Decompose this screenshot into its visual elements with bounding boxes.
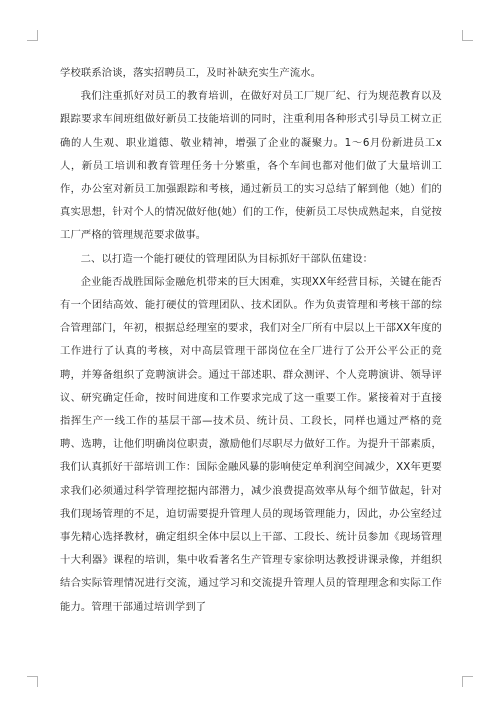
paragraph: 企业能否战胜国际金融危机带来的巨大困难，实现XX年经营目标，关键在能否有一个团结高效、能打硬仗的管理团队、技术团队。作为负责管理和考核干部的综合管理部门，年初，根据总经理室的要求，我们对全厂所有中层以上干部XX年度的工作进行了认真的考核，对中高层管理干部岗位在全厂进行了公开公平公正的竞聘，并筹备组织了竞聘演讲会。通过干部述职、群众测评、个人竞聘演讲、领导评议、研究确定任命，按时间进度和工作要求完成了这一重要工作。紧接着对于直接指挥生产一线工作的基层干部—技术员、统计员、工段长，同样也通过严格的竞聘、选聘，让他们明确岗位职责，激励他们尽职尽力做好工作。为提升干部素质，我们认真抓好干部培训工作：国际金融风暴的影响使定单利润空间减少，XX年更要求我们必须通过科学管理挖掘内部潜力，减少浪费提高效率从每个细节做起，针对我们现场管理的不足，迫切需要提升管理人员的现场管理能力，因此，办公室经过事先精心选择教材，确定组织全体中层以上干部、工段长、统计员参加《现场管理十大利器》课程的培训，集中收看著名生产管理专家徐明达教授讲课录像，并组织结合实际管理情况进行交流，通过学习和交流提升管理人员的管理理念和实际工作能力。管理干部通过培训学到了 [60,275,442,613]
paragraph: 学校联系洽谈，落实招聘员工，及时补缺充实生产流水。 [60,67,322,79]
crop-mark-top-left [27,30,38,41]
crop-mark-top-right [462,30,473,41]
document-body [60,62,442,619]
section-heading: 二、以打造一个能打硬仗的管理团队为目标抓好干部队伍建设： [80,252,374,265]
paragraph: 我们注重抓好对员工的教育培训，在做好对员工厂规厂纪、行为规范教育以及跟踪要求车间班组做好新员工技能培训的同时，注重利用各种形式引导员工树立正确的人生观、职业道德、敬业精神，增强了企业的凝聚力。1～6月份新进员工x人，新员工培训和教育管理任务十分繁重，各个车间也都对他们做了大量培训工作，办公室对新员工加强跟踪和考核，通过新员工的实习总结了解到他（她）们的真实思想，针对个人的情况做好他(她）们的工作，使新员工尽快成熟起来，自觉按工厂严格的管理规范要求做事。 [60,90,442,242]
crop-mark-bottom-left [27,676,38,687]
crop-mark-bottom-right [462,676,473,687]
